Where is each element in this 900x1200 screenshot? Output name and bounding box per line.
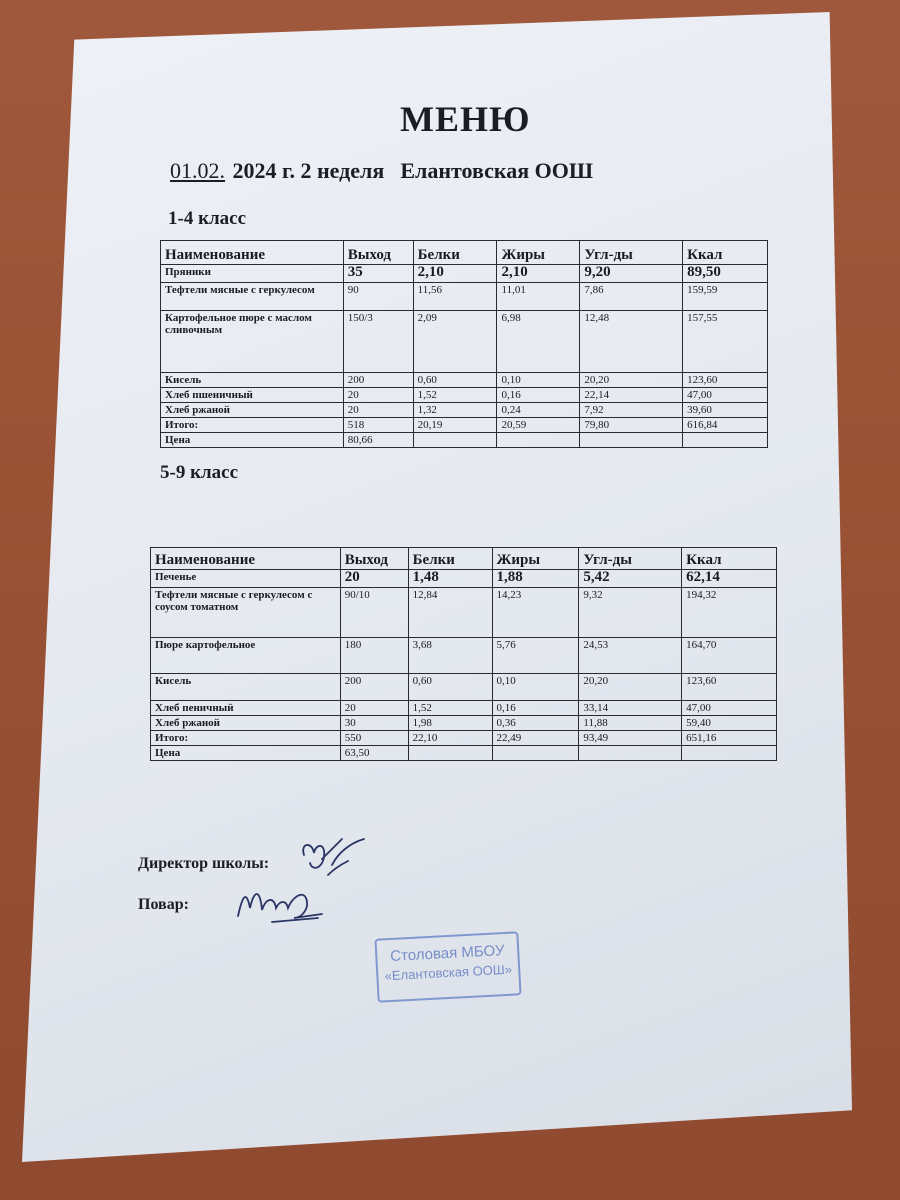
carbs-cell: 12,48 [580, 311, 683, 373]
protein-cell: 1,52 [408, 701, 492, 716]
table-row [161, 283, 768, 311]
header-name: Наименование [151, 548, 341, 570]
protein-cell: 2,10 [413, 265, 497, 283]
output-cell: 518 [343, 418, 413, 433]
price-row [151, 746, 777, 761]
output-cell: 20 [343, 388, 413, 403]
canteen-stamp [374, 931, 521, 1002]
table-row [151, 701, 777, 716]
fat-cell: 0,10 [497, 373, 580, 388]
carbs-cell: 9,20 [580, 265, 683, 283]
carbs-cell: 22,14 [580, 388, 683, 403]
dish-name: Цена [161, 433, 344, 448]
protein-cell: 1,52 [413, 388, 497, 403]
total-row [161, 418, 768, 433]
carbs-cell: 24,53 [579, 638, 682, 674]
dish-name: Хлеб ржаной [151, 716, 341, 731]
protein-cell [413, 433, 497, 448]
protein-cell: 11,56 [413, 283, 497, 311]
kcal-cell: 89,50 [683, 265, 768, 283]
table-row [151, 570, 777, 588]
table-row [161, 373, 768, 388]
section-2-label: 5-9 класс [160, 462, 239, 483]
dish-name: Пюре картофельное [151, 638, 341, 674]
output-cell: 63,50 [340, 746, 408, 761]
kcal-cell: 123,60 [683, 373, 768, 388]
dish-name: Тефтели мясные с геркулесом [161, 283, 344, 311]
kcal-cell: 616,84 [683, 418, 768, 433]
header-fat: Жиры [497, 241, 580, 265]
kcal-cell: 62,14 [682, 570, 777, 588]
stamp-line-2: «Елантовская ООШ» [384, 961, 513, 984]
header-kcal: Ккал [683, 241, 768, 265]
menu-week: 2024 г. 2 неделя [227, 158, 385, 183]
dish-name: Хлеб ржаной [161, 403, 344, 418]
fat-cell: 0,10 [492, 674, 579, 701]
output-cell: 90 [343, 283, 413, 311]
protein-cell: 0,60 [413, 373, 497, 388]
dish-name: Пряники [161, 265, 344, 283]
fat-cell: 14,23 [492, 588, 579, 638]
dish-name: Картофельное пюре с маслом сливочным [161, 311, 344, 373]
table-row [151, 638, 777, 674]
fat-cell: 6,98 [497, 311, 580, 373]
table-header-row [161, 241, 768, 265]
kcal-cell: 123,60 [682, 674, 777, 701]
total-row [151, 731, 777, 746]
kcal-cell [683, 433, 768, 448]
cook-signature [232, 878, 328, 926]
kcal-cell: 651,16 [682, 731, 777, 746]
table-row [151, 588, 777, 638]
header-output: Выход [340, 548, 408, 570]
fat-cell: 0,24 [497, 403, 580, 418]
fat-cell [492, 746, 579, 761]
kcal-cell: 157,55 [683, 311, 768, 373]
kcal-cell: 47,00 [683, 388, 768, 403]
dish-name: Тефтели мясные с геркулесом с соусом томатном [151, 588, 341, 638]
carbs-cell: 79,80 [580, 418, 683, 433]
fat-cell: 0,16 [497, 388, 580, 403]
carbs-cell: 9,32 [579, 588, 682, 638]
protein-cell [408, 746, 492, 761]
menu-date: 01.02. [170, 158, 225, 183]
protein-cell: 3,68 [408, 638, 492, 674]
header-fat: Жиры [492, 548, 579, 570]
kcal-cell: 39,60 [683, 403, 768, 418]
menu-table-5-9 [150, 547, 777, 761]
kcal-cell: 59,40 [682, 716, 777, 731]
fat-cell: 0,36 [492, 716, 579, 731]
dish-name: Печенье [151, 570, 341, 588]
kcal-cell: 194,32 [682, 588, 777, 638]
document-title: МЕНЮ [400, 99, 531, 139]
kcal-cell: 47,00 [682, 701, 777, 716]
carbs-cell: 7,92 [580, 403, 683, 418]
kcal-cell: 164,70 [682, 638, 777, 674]
output-cell: 30 [340, 716, 408, 731]
header-protein: Белки [413, 241, 497, 265]
table-row [161, 265, 768, 283]
table-row [151, 674, 777, 701]
header-kcal: Ккал [682, 548, 777, 570]
carbs-cell: 5,42 [579, 570, 682, 588]
dish-name: Кисель [161, 373, 344, 388]
table-row [161, 403, 768, 418]
table-row [151, 716, 777, 731]
school-name: Елантовская ООШ [400, 158, 594, 183]
table-row [161, 388, 768, 403]
fat-cell: 22,49 [492, 731, 579, 746]
carbs-cell: 20,20 [580, 373, 683, 388]
carbs-cell: 33,14 [579, 701, 682, 716]
kcal-cell [682, 746, 777, 761]
header-carbs: Угл-ды [579, 548, 682, 570]
output-cell: 35 [343, 265, 413, 283]
output-cell: 550 [340, 731, 408, 746]
output-cell: 20 [340, 701, 408, 716]
stamp-line-1: Столовая МБОУ [389, 942, 505, 965]
fat-cell: 2,10 [497, 265, 580, 283]
header-protein: Белки [408, 548, 492, 570]
dish-name: Итого: [151, 731, 341, 746]
output-cell: 20 [343, 403, 413, 418]
dish-name: Цена [151, 746, 341, 761]
fat-cell [497, 433, 580, 448]
output-cell: 20 [340, 570, 408, 588]
carbs-cell [579, 746, 682, 761]
header-carbs: Угл-ды [580, 241, 683, 265]
fat-cell: 11,01 [497, 283, 580, 311]
dish-name: Кисель [151, 674, 341, 701]
output-cell: 150/3 [343, 311, 413, 373]
document-subtitle [170, 158, 593, 184]
carbs-cell: 93,49 [579, 731, 682, 746]
carbs-cell: 7,86 [580, 283, 683, 311]
carbs-cell: 11,88 [579, 716, 682, 731]
output-cell: 180 [340, 638, 408, 674]
header-output: Выход [343, 241, 413, 265]
cook-label: Повар: [138, 896, 189, 913]
section-1-label: 1-4 класс [168, 208, 247, 229]
protein-cell: 2,09 [413, 311, 497, 373]
price-row [161, 433, 768, 448]
output-cell: 200 [340, 674, 408, 701]
dish-name: Хлеб пшеничный [161, 388, 344, 403]
output-cell: 200 [343, 373, 413, 388]
carbs-cell [580, 433, 683, 448]
fat-cell: 5,76 [492, 638, 579, 674]
table-header-row [151, 548, 777, 570]
menu-table-1-4 [160, 240, 768, 448]
output-cell: 80,66 [343, 433, 413, 448]
director-label: Директор школы: [138, 855, 270, 872]
protein-cell: 1,98 [408, 716, 492, 731]
dish-name: Хлеб пеничный [151, 701, 341, 716]
fat-cell: 1,88 [492, 570, 579, 588]
kcal-cell: 159,59 [683, 283, 768, 311]
protein-cell: 0,60 [408, 674, 492, 701]
output-cell: 90/10 [340, 588, 408, 638]
protein-cell: 12,84 [408, 588, 492, 638]
protein-cell: 1,48 [408, 570, 492, 588]
fat-cell: 0,16 [492, 701, 579, 716]
dish-name: Итого: [161, 418, 344, 433]
table-row [161, 311, 768, 373]
fat-cell: 20,59 [497, 418, 580, 433]
carbs-cell: 20,20 [579, 674, 682, 701]
protein-cell: 22,10 [408, 731, 492, 746]
protein-cell: 1,32 [413, 403, 497, 418]
protein-cell: 20,19 [413, 418, 497, 433]
header-name: Наименование [161, 241, 344, 265]
